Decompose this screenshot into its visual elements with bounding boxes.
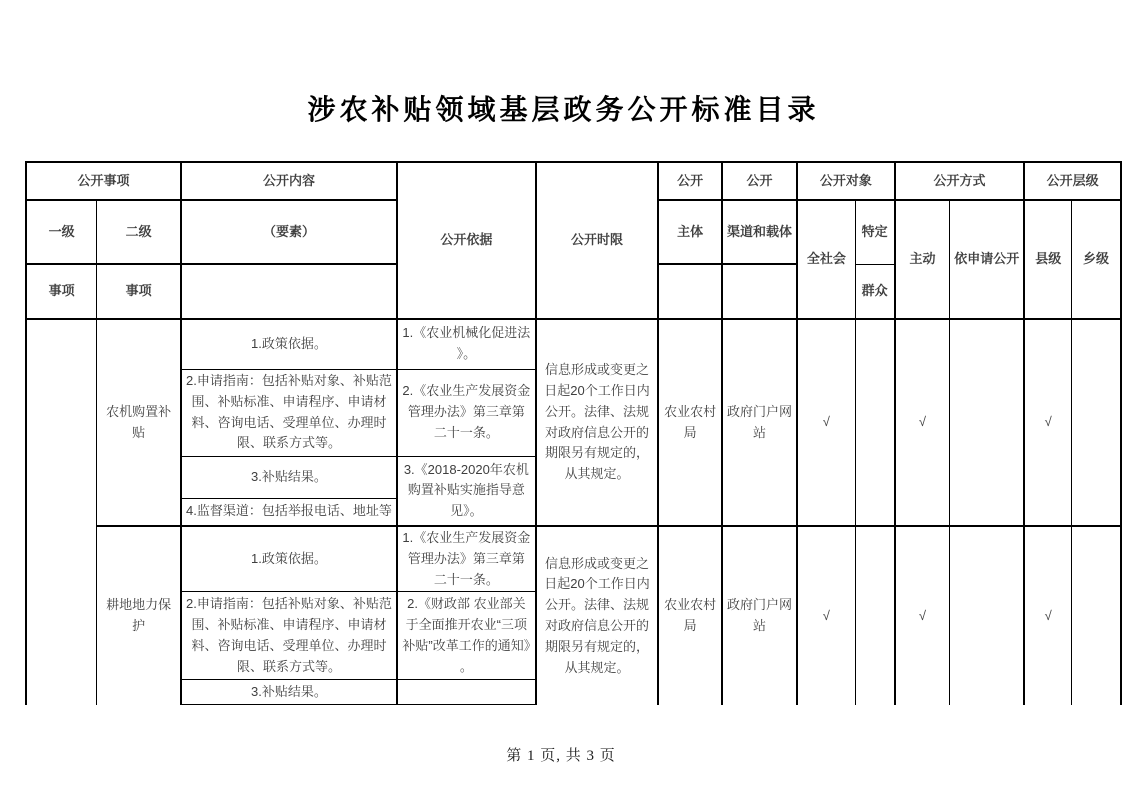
header-level-township: 乡级: [1072, 200, 1121, 319]
cell-content-item: 1.政策依据。: [181, 526, 397, 592]
cell-check-audience-all: √: [797, 319, 855, 526]
cell-basis-item: [397, 680, 536, 705]
header-elements: （要素）: [181, 200, 397, 264]
header-channel-empty: [722, 264, 797, 319]
header-open-subject-top: 公开: [658, 162, 722, 200]
cell-basis-item: 1.《农业生产发展资金管理办法》第三章第二十一条。: [397, 526, 536, 592]
page-title: 涉农补贴领域基层政务公开标准目录: [307, 95, 820, 126]
header-open-content: 公开内容: [181, 162, 397, 200]
header-audience-specific-top: 特定: [855, 200, 895, 264]
cell-basis-item: 3.《2018-2020年农机购置补贴实施指导意见》。: [397, 456, 536, 526]
cell-check-level-county: √: [1024, 319, 1071, 526]
header-open-basis: 公开依据: [397, 162, 536, 319]
header-open-channel-top: 公开: [722, 162, 797, 200]
header-elements-empty: [181, 264, 397, 319]
header-level1: 一级: [26, 200, 97, 264]
cell-content-item: 3.补贴结果。: [181, 456, 397, 498]
header-open-channel-bottom: 渠道和载体: [722, 200, 797, 264]
header-open-items: 公开事项: [26, 162, 181, 200]
header-audience-specific-bottom: 群众: [855, 264, 895, 319]
header-open-subject-bottom: 主体: [658, 200, 722, 264]
cell-channel: 政府门户网站: [722, 526, 797, 705]
header-method-on-request: 依申请公开: [950, 200, 1025, 319]
header-subject-empty: [658, 264, 722, 319]
cell-secondary-item: 农机购置补贴: [97, 319, 181, 526]
cell-check-level-county: √: [1024, 526, 1071, 705]
header-level-county: 县级: [1024, 200, 1071, 319]
cell-check-audience-specific: [855, 526, 895, 705]
cell-check-method-active: √: [895, 526, 950, 705]
cell-basis-item: 1.《农业机械化促进法》。: [397, 319, 536, 369]
cell-subject: 农业农村局: [658, 319, 722, 526]
header-level1-item-word: 事项: [26, 264, 97, 319]
cell-content-item: 2.申请指南：包括补贴对象、补贴范围、补贴标准、申请程序、申请材料、咨询电话、受理单位、办理时限、联系方式等。: [181, 592, 397, 680]
page-number: 第 1 页, 共 3 页: [506, 748, 616, 764]
header-audience-all: 全社会: [797, 200, 855, 319]
header-open-level: 公开层级: [1024, 162, 1121, 200]
header-level2-item-word: 事项: [97, 264, 181, 319]
table-row: [26, 319, 1121, 369]
header-open-method: 公开方式: [895, 162, 1025, 200]
standards-table: [25, 161, 1122, 705]
table-row: [26, 526, 1121, 592]
cell-time-limit: 信息形成或变更之日起20个工作日内公开。法律、法规对政府信息公开的期限另有规定的，从其规定。: [536, 319, 658, 526]
cell-content-item: 1.政策依据。: [181, 319, 397, 369]
header-level2: 二级: [97, 200, 181, 264]
cell-check-method-on-request: [950, 526, 1025, 705]
cell-check-level-township: [1072, 526, 1121, 705]
cell-content-item: 3.补贴结果。: [181, 680, 397, 705]
cell-check-level-township: [1072, 319, 1121, 526]
cell-subject: 农业农村局: [658, 526, 722, 705]
cell-content-item: 2.申请指南：包括补贴对象、补贴范围、补贴标准、申请程序、申请材料、咨询电话、受理单位、办理时限、联系方式等。: [181, 369, 397, 456]
cell-check-method-on-request: [950, 319, 1025, 526]
cell-check-audience-all: √: [797, 526, 855, 705]
cell-time-limit: 信息形成或变更之日起20个工作日内公开。法律、法规对政府信息公开的期限另有规定的，从其规定。: [536, 526, 658, 705]
cell-basis-item: 2.《农业生产发展资金管理办法》第三章第二十一条。: [397, 369, 536, 456]
header-open-audience: 公开对象: [797, 162, 895, 200]
cell-primary-item: [26, 319, 97, 705]
cell-secondary-item: 耕地地力保护: [97, 526, 181, 705]
header-open-time-limit: 公开时限: [536, 162, 658, 319]
cell-basis-item: 2.《财政部 农业部关于全面推开农业“三项补贴”改革工作的通知》。: [397, 592, 536, 680]
cell-content-item: 4.监督渠道：包括举报电话、地址等: [181, 498, 397, 526]
header-method-active: 主动: [895, 200, 950, 319]
cell-check-method-active: √: [895, 319, 950, 526]
header-row-1: [26, 162, 1121, 200]
cell-channel: 政府门户网站: [722, 319, 797, 526]
cell-check-audience-specific: [855, 319, 895, 526]
